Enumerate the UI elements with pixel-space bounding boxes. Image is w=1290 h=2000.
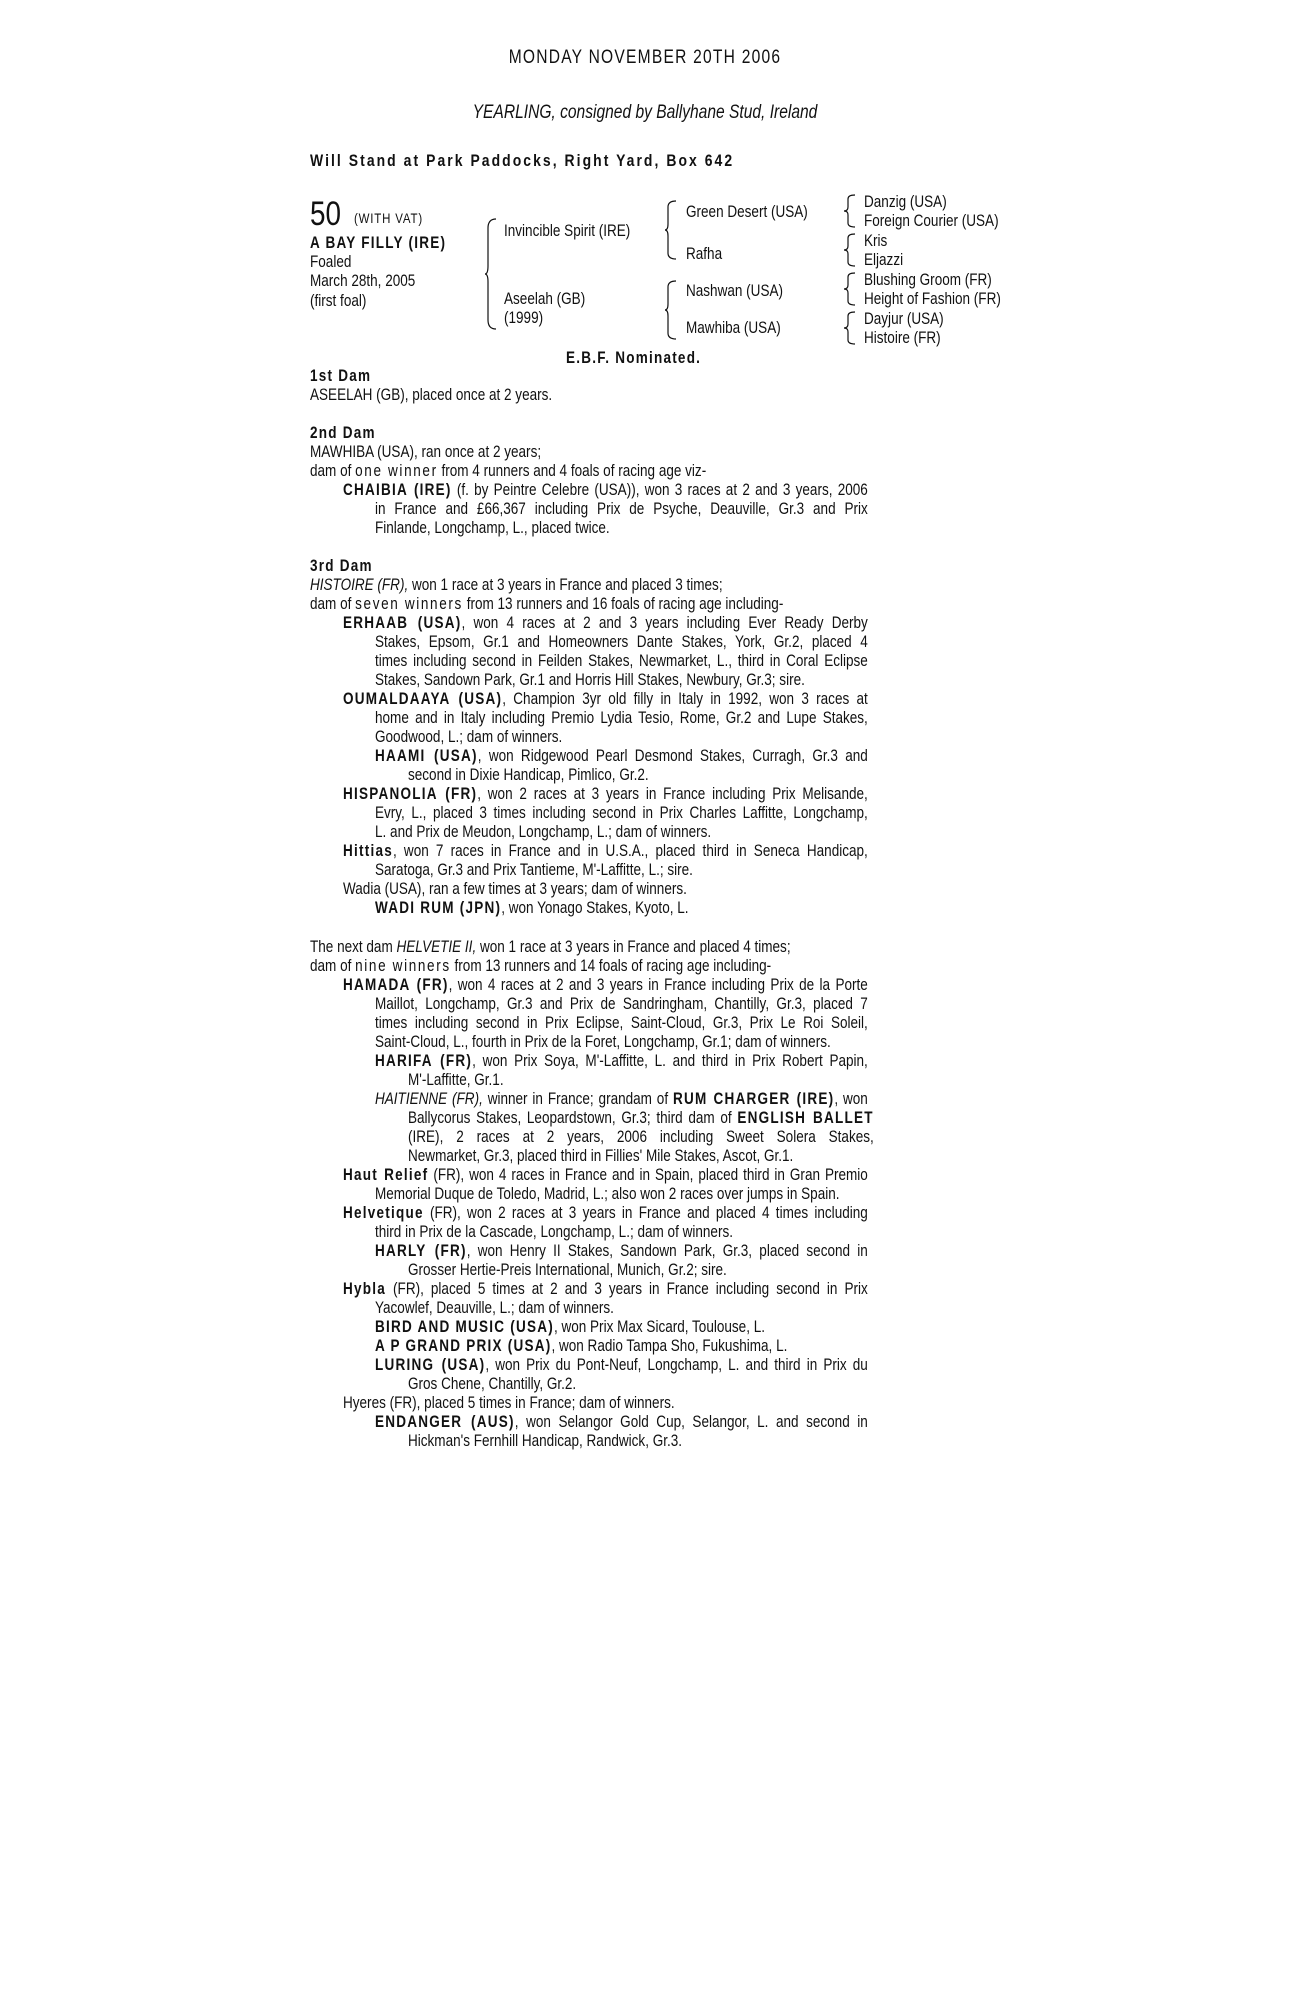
next-dam-line-11: (IRE), 2 races at 2 years, 2006 including Sweet Solera Stakes, <box>408 1128 874 1146</box>
third-dam-line-7: OUMALDAAYA (USA), Champion 3yr old filly in Italy in 1992, won 3 races at <box>343 690 868 708</box>
next-dam-line-20: Yacowlef, Deauville, L.; dam of winners. <box>375 1299 614 1317</box>
pedigree-brace-sire <box>664 200 678 260</box>
next-dam-line-19: Hybla (FR), placed 5 times at 2 and 3 years in France including second in Prix <box>343 1280 868 1298</box>
second-dam-heading: 2nd Dam <box>310 424 376 442</box>
next-dam-line-25: Hyeres (FR), placed 5 times in France; dam of winners. <box>343 1394 675 1412</box>
pedigree-brace-main <box>484 218 498 330</box>
vat-note: (WITH VAT) <box>354 210 423 226</box>
third-dam-line-8: home and in Italy including Premio Lydia Tesio, Rome, Gr.2 and Lupe Stakes, <box>375 709 868 727</box>
next-dam-line-7: HARIFA (FR), won Prix Soya, M'-Laffitte, L. and third in Prix Robert Papin, <box>375 1052 868 1070</box>
next-dam-line-22: A P GRAND PRIX (USA), won Radio Tampa Sho, Fukushima, L. <box>375 1337 788 1355</box>
second-dam-line-5: Finlande, Longchamp, L., placed twice. <box>375 519 610 537</box>
next-dam-line-13: Haut Relief (FR), won 4 races in France and in Spain, placed third in Gran Premio <box>343 1166 868 1184</box>
first-dam-text: ASEELAH (GB), placed once at 2 years. <box>310 386 553 404</box>
pedigree-dam-year: (1999) <box>504 309 544 327</box>
third-dam-line-11: second in Dixie Handicap, Pimlico, Gr.2. <box>408 766 649 784</box>
pedigree-g4: Eljazzi <box>864 251 904 269</box>
second-dam-line-3: CHAIBIA (IRE) (f. by Peintre Celebre (USA)), won 3 races at 2 and 3 years, 2006 <box>343 481 868 499</box>
next-dam-line-14: Memorial Duque de Toledo, Madrid, L.; also won 2 races over jumps in Spain. <box>375 1185 840 1203</box>
third-dam-line-5: times including second in Feilden Stakes, Newmarket, L., third in Coral Eclipse <box>375 652 868 670</box>
pedigree-brace-dam <box>664 280 678 340</box>
third-dam-line-4: Stakes, Epsom, Gr.1 and Homeowners Dante Stakes, York, Gr.2, placed 4 <box>375 633 868 651</box>
stall-location: Will Stand at Park Paddocks, Right Yard, Box 642 <box>310 151 735 170</box>
next-dam-line-4: Maillot, Longchamp, Gr.3 and Prix de Sandringham, Chantilly, Gr.3, placed 7 <box>375 995 868 1013</box>
next-dam-line-1: The next dam HELVETIE II, won 1 race at 3 years in France and placed 4 times; <box>310 938 791 956</box>
third-dam-line-9: Goodwood, L.; dam of winners. <box>375 728 563 746</box>
consignor-line: YEARLING, consigned by Ballyhane Stud, Ireland <box>472 102 818 123</box>
foaled-date: March 28th, 2005 <box>310 272 416 290</box>
pedigree-g5: Blushing Groom (FR) <box>864 271 992 289</box>
next-dam-line-21: BIRD AND MUSIC (USA), won Prix Max Sicard, Toulouse, L. <box>375 1318 766 1336</box>
third-dam-line-13: Evry, L., placed 3 times including second in Prix Charles Laffitte, Longchamp, <box>375 804 868 822</box>
pedigree-g8: Histoire (FR) <box>864 329 941 347</box>
next-dam-line-16: third in Prix de la Cascade, Longchamp, L.; dam of winners. <box>375 1223 733 1241</box>
third-dam-line-15: Hittias, won 7 races in France and in U.S.A., placed third in Seneca Handicap, <box>343 842 868 860</box>
third-dam-line-14: L. and Prix de Meudon, Longchamp, L.; dam of winners. <box>375 823 712 841</box>
next-dam-line-23: LURING (USA), won Prix du Pont-Neuf, Longchamp, L. and third in Prix du <box>375 1356 868 1374</box>
pedigree-dam-sire: Nashwan (USA) <box>686 282 784 300</box>
lot-name: A BAY FILLY (IRE) <box>310 234 447 252</box>
third-dam-line-10: HAAMI (USA), won Ridgewood Pearl Desmond Stakes, Curragh, Gr.3 and <box>375 747 868 765</box>
first-dam-heading: 1st Dam <box>310 367 372 385</box>
pedigree-g3: Kris <box>864 232 888 250</box>
third-dam-line-1: HISTOIRE (FR), won 1 race at 3 years in France and placed 3 times; <box>310 576 723 594</box>
third-dam-line-16: Saratoga, Gr.3 and Prix Tantieme, M'-Laffitte, L.; sire. <box>375 861 693 879</box>
pedigree-g6: Height of Fashion (FR) <box>864 290 1001 308</box>
next-dam-line-17: HARLY (FR), won Henry II Stakes, Sandown Park, Gr.3, placed second in <box>375 1242 868 1260</box>
pedigree-brace-g12 <box>843 194 857 228</box>
pedigree-sire: Invincible Spirit (IRE) <box>504 222 631 240</box>
third-dam-line-18: WADI RUM (JPN), won Yonago Stakes, Kyoto, L. <box>375 899 689 917</box>
next-dam-line-10: Ballycorus Stakes, Leopardstown, Gr.3; third dam of ENGLISH BALLET <box>408 1109 874 1127</box>
third-dam-line-6: Stakes, Sandown Park, Gr.1 and Horris Hill Stakes, Newbury, Gr.3; sire. <box>375 671 805 689</box>
next-dam-line-15: Helvetique (FR), won 2 races at 3 years in France and placed 4 times including <box>343 1204 868 1222</box>
next-dam-line-6: Saint-Cloud, L., fourth in Prix de la Foret, Longchamp, Gr.1; dam of winners. <box>375 1033 831 1051</box>
second-dam-line-1: MAWHIBA (USA), ran once at 2 years; <box>310 443 542 461</box>
next-dam-line-26: ENDANGER (AUS), won Selangor Gold Cup, Selangor, L. and second in <box>375 1413 868 1431</box>
third-dam-line-17: Wadia (USA), ran a few times at 3 years; dam of winners. <box>343 880 687 898</box>
pedigree-g2: Foreign Courier (USA) <box>864 212 999 230</box>
pedigree-sire-dam: Rafha <box>686 245 723 263</box>
pedigree-brace-g56 <box>843 272 857 306</box>
lot-number: 50 <box>310 195 342 233</box>
next-dam-line-24: Gros Chene, Chantilly, Gr.2. <box>408 1375 577 1393</box>
third-dam-line-2: dam of seven winners from 13 runners and 16 foals of racing age including- <box>310 595 784 613</box>
second-dam-line-4: in France and £66,367 including Prix de Psyche, Deauville, Gr.3 and Prix <box>375 500 868 518</box>
second-dam-line-2: dam of one winner from 4 runners and 4 foals of racing age viz- <box>310 462 707 480</box>
sale-date: MONDAY NOVEMBER 20TH 2006 <box>508 47 782 68</box>
next-dam-line-2: dam of nine winners from 13 runners and 14 foals of racing age including- <box>310 957 772 975</box>
next-dam-line-18: Grosser Hertie-Preis International, Munich, Gr.2; sire. <box>408 1261 727 1279</box>
next-dam-line-3: HAMADA (FR), won 4 races at 2 and 3 years in France including Prix de la Porte <box>343 976 868 994</box>
pedigree-dam: Aseelah (GB) <box>504 290 586 308</box>
next-dam-line-12: Newmarket, Gr.3, placed third in Fillies' Mile Stakes, Ascot, Gr.1. <box>408 1147 794 1165</box>
third-dam-line-3: ERHAAB (USA), won 4 races at 2 and 3 years including Ever Ready Derby <box>343 614 868 632</box>
foaled-label: Foaled <box>310 253 352 271</box>
next-dam-line-5: times including second in Prix Eclipse, Saint-Cloud, Gr.3, Prix Le Roi Soleil, <box>375 1014 868 1032</box>
next-dam-line-27: Hickman's Fernhill Handicap, Randwick, Gr.3. <box>408 1432 683 1450</box>
ebf-nomination: E.B.F. Nominated. <box>566 349 702 367</box>
pedigree-g7: Dayjur (USA) <box>864 310 944 328</box>
next-dam-line-8: M'-Laffitte, Gr.1. <box>408 1071 504 1089</box>
pedigree-brace-g34 <box>843 233 857 267</box>
pedigree-g1: Danzig (USA) <box>864 193 947 211</box>
foal-note: (first foal) <box>310 292 367 310</box>
pedigree-sire-sire: Green Desert (USA) <box>686 203 808 221</box>
third-dam-line-12: HISPANOLIA (FR), won 2 races at 3 years in France including Prix Melisande, <box>343 785 868 803</box>
third-dam-heading: 3rd Dam <box>310 557 373 575</box>
pedigree-dam-dam: Mawhiba (USA) <box>686 319 781 337</box>
next-dam-line-9: HAITIENNE (FR), winner in France; grandam of RUM CHARGER (IRE), won <box>375 1090 868 1108</box>
pedigree-brace-g78 <box>843 311 857 345</box>
